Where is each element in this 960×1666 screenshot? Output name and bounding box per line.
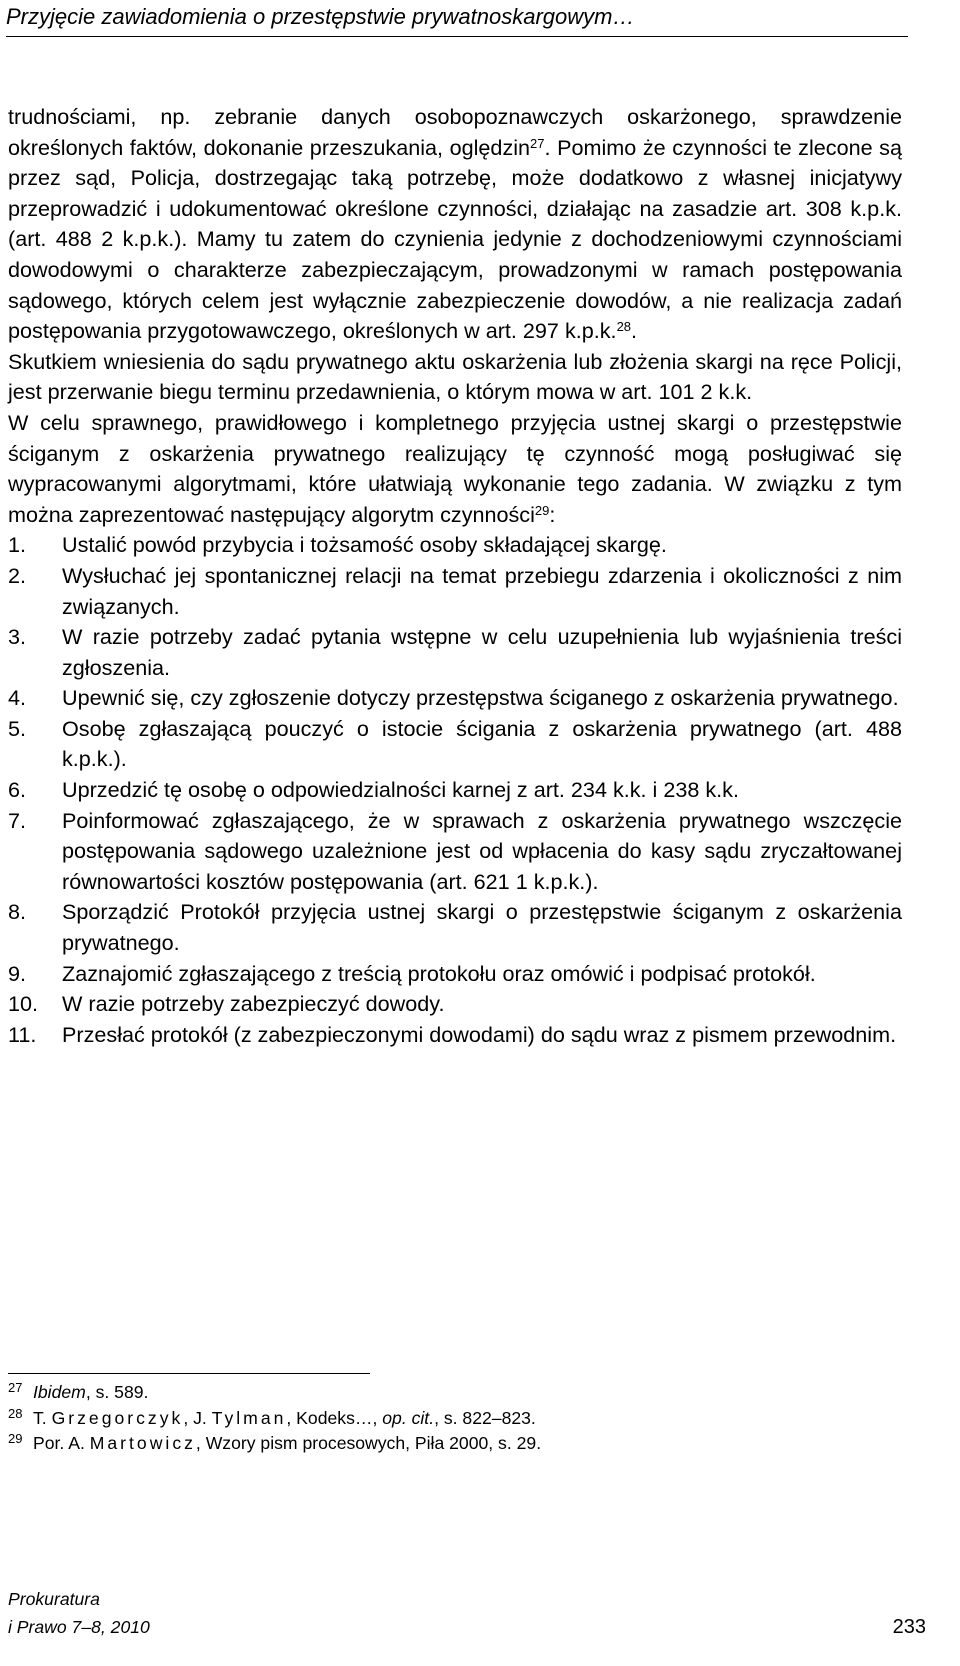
list-item: 4. Upewnić się, czy zgłoszenie dotyczy przestępstwa ściganego z oskarżenia prywatnego. (8, 685, 899, 711)
journal-name: Prokuratura (8, 1589, 100, 1609)
page-number: 233 (892, 1616, 926, 1638)
journal-issue: i Prawo 7–8, 2010 (8, 1617, 150, 1637)
running-header: Przyjęcie zawiadomienia o przestępstwie prywatnoskargowym… (6, 4, 635, 29)
list-item: 2. Wysłuchać jej spontanicznej relacji na temat przebiegu zdarzenia i okoliczności z nim związanych. (8, 562, 902, 619)
list-item: 5. Osobę zgłaszającą pouczyć o istocie ścigania z oskarżenia prywatnego (art. 488 k.p.k.). (8, 715, 902, 772)
footnotes (8, 1380, 902, 1457)
list-item: 6. Uprzedzić tę osobę o odpowiedzialności karnej z art. 234 k.k. i 238 k.k. (8, 777, 739, 803)
list-item: 11. Przesłać protokół (z zabezpieczonymi dowodami) do sądu wraz z pismem przewodnim. (8, 1021, 897, 1047)
list-item: 3. W razie potrzeby zadać pytania wstępne w celu uzupełnienia lub wyjaśnienia treści zgłoszenia. (8, 624, 902, 680)
footnote-rule (8, 1373, 370, 1374)
footnote-29: 29 Por. A. Martowicz, Wzory pism procesowych, Piła 2000, s. 29. (8, 1431, 542, 1453)
paragraph-3: W celu sprawnego, prawidłowego i kompletnego przyjęcia ustnej skargi o przestępstwie ściganym z oskarżenia prywatnego realizujący tę czynność mogą posługiwać się wypracowanymi algorytmami, które ułatwiają wykonanie tego zadania. W związku z tym można zaprezentować następujący algorytm czynności$^{29}$: (8, 409, 902, 527)
footnote-ref-29: 29 (534, 502, 550, 518)
header-rule (6, 36, 908, 37)
paragraph-1: trudnościami, np. zebranie danych osobopoznawczych oskarżonego, sprawdzenie określonych faktów, dokonanie przeszukania, oględzin$^{27}$. Pomimo że czynności te zlecone są przez sąd, Policja, dostrzegając taką potrzebę, może dodatkowo z własnej inicjatywy przeprowadzić i udokumentować określone czynności, działając na zasadzie art. 308 k.p.k. (art. 488 2 k.p.k.). Mamy tu zatem do czynienia jedynie z dochodzeniowymi czynnościami dowodowymi o charakterze zabezpieczającym, prowadzonymi w ramach postępowania sądowego, których celem jest wyłącznie zabezpieczenie dowodów, a nie realizacja zadań postępowania przygotowawczego, określonych w art. 297 k.p.k.$^{28}$. (8, 104, 902, 344)
footnote-ref-27: 27 (530, 135, 545, 151)
footnote-ref-28: 28 (616, 319, 632, 335)
list-item: 7. Poinformować zgłaszającego, że w sprawach z oskarżenia prywatnego wszczęcie postępowania sądowego uzależnione jest od wpłacenia do kasy sądu zryczałtowanej równowartości kosztów postępowania (art. 621 1 k.p.k.). (8, 807, 902, 894)
footnote-27: 27 Ibidem, s. 589. (8, 1380, 149, 1402)
algorithm-list (8, 530, 902, 1050)
list-item: 9. Zaznajomić zgłaszającego z treścią protokołu oraz omówić i podpisać protokół. (8, 960, 816, 986)
journal-footer (8, 1585, 150, 1641)
main-text (8, 102, 902, 1050)
list-item: 8. Sporządzić Protokół przyjęcia ustnej skargi o przestępstwie ściganym z oskarżenia prywatnego. (8, 899, 902, 956)
list-item: 10. W razie potrzeby zabezpieczyć dowody. (8, 991, 445, 1017)
footnote-28: 28 T. Grzegorczyk, J. Tylman, Kodeks…, op. cit., s. 822–823. (8, 1405, 536, 1428)
paragraph-2: Skutkiem wniesienia do sądu prywatnego aktu oskarżenia lub złożenia skargi na ręce Policji, jest przerwanie biegu terminu przedawnienia, o którym mowa w art. 101 2 k.k. (8, 348, 902, 405)
list-item: 1. Ustalić powód przybycia i tożsamość osoby składającej skargę. (8, 532, 667, 558)
